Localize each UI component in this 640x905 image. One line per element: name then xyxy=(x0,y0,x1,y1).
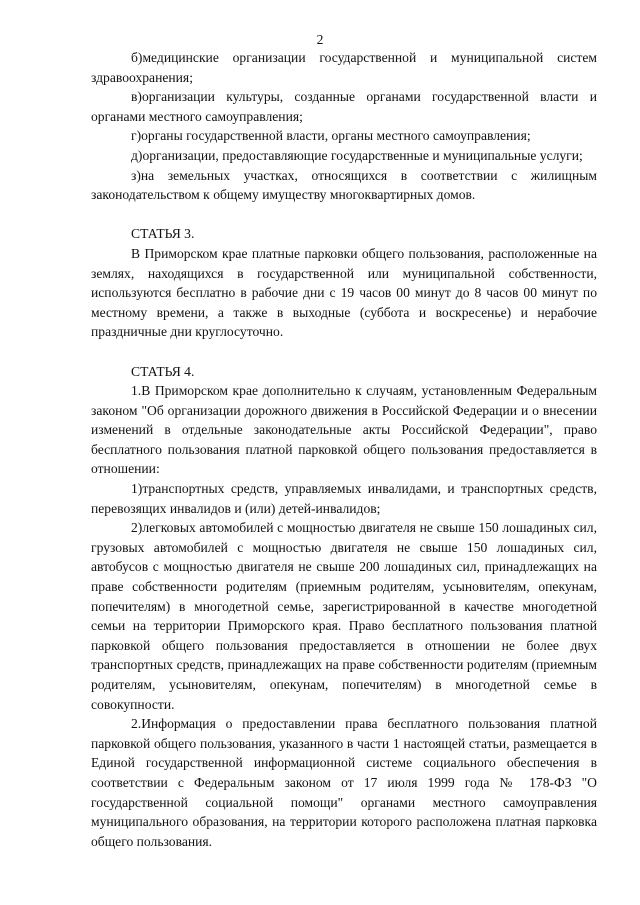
paragraph-v: в)организации культуры, созданные органами государственной власти и органами местного самоуправления; xyxy=(91,89,597,124)
article-4-part-2: 2.Информация о предоставлении права бесплатного пользования платной парковкой общего пользования, указанного в части 1 настоящей статьи, размещается в Единой государственной информационной системе социального обеспечения в соответствии с Федеральным законом от 17 июля 1999 года № 178-ФЗ "О государственной социальной помощи" органами местного самоуправления муниципального образования, на территории которого расположена платная парковка общего пользования. xyxy=(91,716,597,849)
paragraph-b: б)медицинские организации государственной и муниципальной систем здравоохранения; xyxy=(91,50,597,85)
article-4-heading: СТАТЬЯ 4. xyxy=(131,363,195,379)
paragraph-d: д)организации, предоставляющие государственные и муниципальные услуги; xyxy=(131,147,583,163)
article-4-part-1-item-1: 1)транспортных средств, управляемых инвалидами, и транспортных средств, перевозящих инвалидов и (или) детей-инвалидов; xyxy=(91,481,597,516)
spacer xyxy=(91,205,597,225)
article-4-part-1: 1.В Приморском крае дополнительно к случаям, установленным Федеральным законом "Об организации дорожного движения в Российской Федерации и о внесении изменений в отдельные законодательные акты Российской Федерации", право бесплатного пользования платной парковкой общего пользования предоставляется в отношении: xyxy=(91,383,597,477)
paragraph-g: г)органы государственной власти, органы местного самоуправления; xyxy=(131,128,531,144)
document-body xyxy=(91,48,597,851)
paragraph-z: з)на земельных участках, относящихся в соответствии с жилищным законодательством к общему имуществу многоквартирных домов. xyxy=(91,167,597,203)
article-4-part-1-item-2: 2)легковых автомобилей с мощностью двигателя не свыше 150 лошадиных сил, грузовых автомобилей с мощностью двигателя не свыше 150 лошадиных сил, автобусов с мощностью двигателя не свыше 200 лошадиных сил, принадлежащих на праве собственности родителям (приемным родителям, усыновителям, опекунам, попечителям) в многодетной семье, зарегистрированной в качестве многодетной семьи на территории Приморского края. Право бесплатного пользования платной парковкой общего пользования предоставляется в отношении не более двух транспортных средств, принадлежащих на праве собственности родителям (приемным родителям, усыновителям, опекунам, попечителям) в многодетной семье в совокупности. xyxy=(91,520,597,712)
article-3-text: В Приморском крае платные парковки общего пользования, расположенные на землях, находящихся в государственной или муниципальной собственности, используются бесплатно в рабочие дни с 19 часов 00 минут до 8 часов 00 минут по местному времени, а также в выходные (суббота и воскресенье) и нерабочие праздничные дни круглосуточно. xyxy=(91,245,597,340)
spacer xyxy=(91,342,597,362)
article-3-heading: СТАТЬЯ 3. xyxy=(131,226,195,242)
page-number: 2 xyxy=(316,32,324,47)
